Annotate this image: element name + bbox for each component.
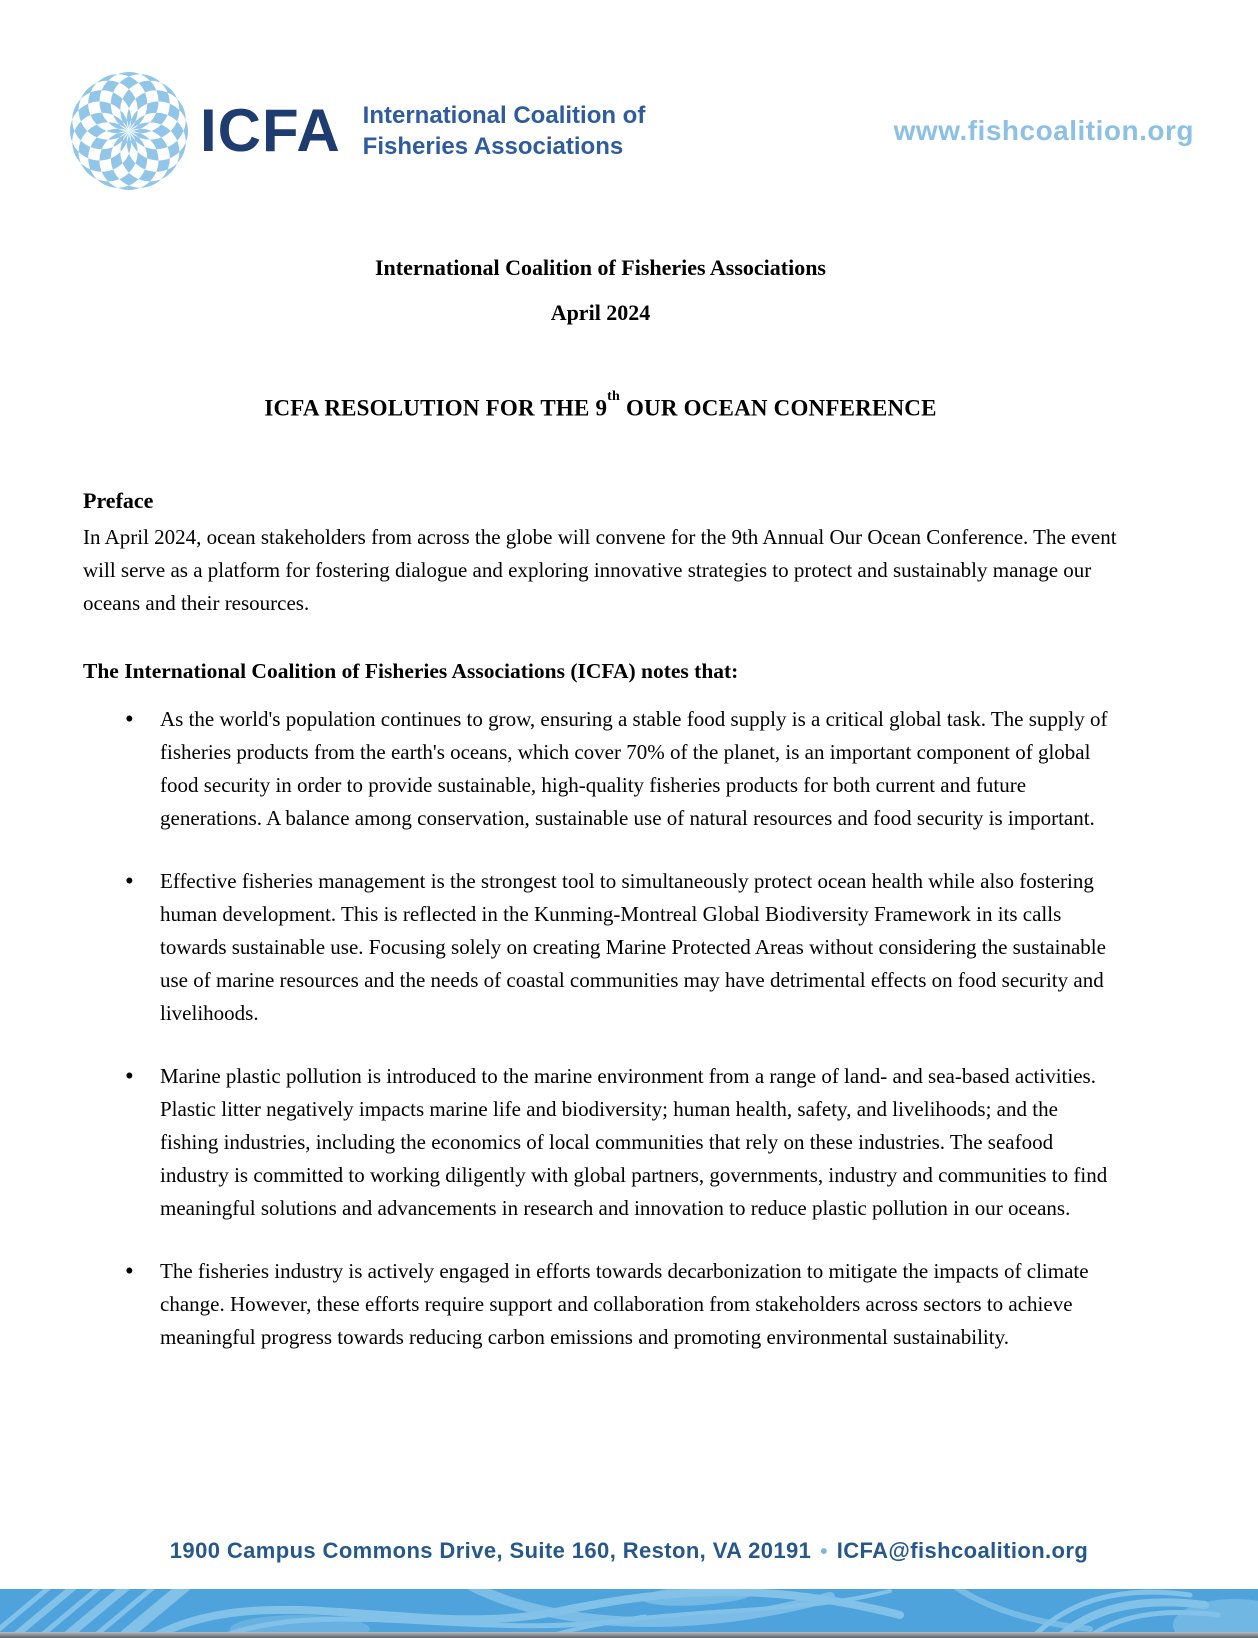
- bottom-gray-bar: [0, 1632, 1258, 1638]
- logo-wordmark: ICFA: [200, 97, 341, 164]
- notes-heading: The International Coalition of Fisheries Associations (ICFA) notes that:: [83, 658, 739, 683]
- page-footer: [0, 1538, 1258, 1564]
- website-link[interactable]: www.fishcoalition.org: [893, 115, 1194, 146]
- footer-address: 1900 Campus Commons Drive, Suite 160, Reston, VA 20191: [169, 1538, 812, 1563]
- footer-email[interactable]: ICFA@fishcoalition.org: [836, 1538, 1089, 1563]
- footer-separator-dot: •: [820, 1541, 828, 1563]
- logo-tagline-line2: Fisheries Associations: [362, 133, 624, 160]
- resolution-title-suffix: OUR OCEAN CONFERENCE: [620, 395, 937, 421]
- bullet-item-plastic-pollution: • Marine plastic pollution is introduced to the marine environment from a range of land- and sea-based activities. Plastic litter negatively impacts marine life and biodiversity; human health, safety, and livelihoods; and the fishing industries, including the economics of local communities that rely on these industries. The seafood industry is committed to working diligently with global partners, governments, industry and communities to find meaningful solutions and advancements in research and innovation to reduce plastic pollution in our oceans.: [83, 1060, 1118, 1225]
- bullet-item-food-security: • As the world's population continues to grow, ensuring a stable food supply is a critical global task. The supply of fisheries products from the earth's oceans, which cover 70% of the planet, is an important component of global food security in order to provide sustainable, high-quality fisheries products for both current and future generations. A balance among conservation, sustainable use of natural resources and food security is important.: [83, 703, 1118, 835]
- notes-list: [83, 703, 1118, 1354]
- resolution-title-prefix: ICFA RESOLUTION FOR THE 9: [264, 395, 608, 421]
- bullet-item-decarbonization: • The fisheries industry is actively engaged in efforts towards decarbonization to mitigate the impacts of climate change. However, these efforts require support and collaboration from stakeholders across sectors to achieve meaningful progress towards reducing carbon emissions and promoting environmental sustainability.: [83, 1255, 1118, 1354]
- icfa-rosette-logo-icon: [70, 72, 188, 190]
- bullet-item-fisheries-management: • Effective fisheries management is the strongest tool to simultaneously protect ocean health while also fostering human development. This is reflected in the Kunming-Montreal Global Biodiversity Framework in its calls towards sustainable use. Focusing solely on creating Marine Protected Areas without considering the sustainable use of marine resources and the needs of coastal communities may have detrimental effects on food security and livelihoods.: [83, 865, 1118, 1030]
- doc-date: April 2024: [550, 300, 651, 325]
- logo-tagline-line1: International Coalition of: [362, 102, 646, 129]
- page-header: [70, 72, 1194, 190]
- preface-heading: Preface: [83, 487, 154, 513]
- doc-org-name: International Coalition of Fisheries Associations: [374, 255, 826, 280]
- preface-paragraph: In April 2024, ocean stakeholders from across the globe will convene for the 9th Annual Our Ocean Conference. The event will serve as a platform for fostering dialogue and exploring innovative strategies to protect and sustainably manage our oceans and their resources.: [83, 524, 1117, 615]
- wave-decoration: [0, 1589, 1258, 1638]
- logo-tagline: [363, 100, 646, 162]
- resolution-title-superscript: th: [607, 389, 621, 404]
- document-body: [83, 255, 1118, 1384]
- doc-resolution-title: [83, 390, 1118, 422]
